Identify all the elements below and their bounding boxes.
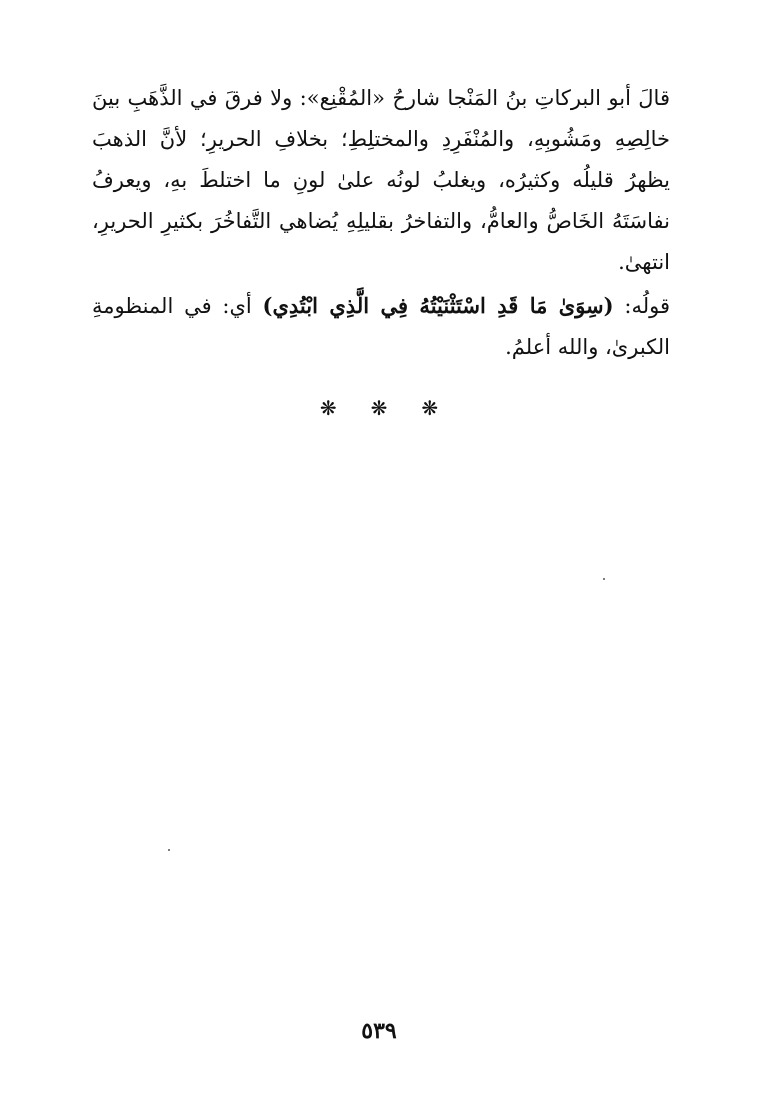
text-body — [92, 78, 670, 368]
section-divider — [0, 396, 758, 420]
verse-explanation: أي: في المنظومةِ الكبرىٰ، والله أعلمُ. — [92, 294, 670, 359]
ornament-star-icon: ❋ — [421, 396, 439, 420]
ornament-star-icon: ❋ — [319, 396, 337, 420]
verse-lead: قولُه: — [613, 294, 670, 318]
verse-quote: (سِوَىٰ مَا قَدِ اسْتَثْنَيْتُهُ فِي الَّذِي ابْتُدِي) — [262, 293, 614, 318]
scan-speck — [168, 849, 170, 851]
page-number: ٥٣٩ — [361, 1018, 397, 1044]
paragraph-commentary: قالَ أبو البركاتِ بنُ المَنْجا شارحُ «المُقْنِع»: ولا فرقَ في الذَّهَبِ بينَ خالِصِهِ ومَشُوبِهِ، والمُنْفَرِدِ والمختلِطِ؛ بخلافِ الحريرِ؛ لأنَّ الذهبَ يظهرُ قليلُه وكثيرُه، ويغلبُ لونُه علىٰ لونِ ما اختلطَ بهِ، ويعرفُ نفاسَتَهُ الخَاصُّ والعامُّ، والتفاخرُ بقليلِهِ يُضاهي التَّفاخُرَ بكثيرِ الحريرِ، انتهىٰ. — [92, 86, 670, 274]
scan-speck — [603, 578, 605, 580]
ornament-star-icon: ❋ — [370, 396, 388, 420]
paragraph-verse-note — [92, 285, 670, 368]
